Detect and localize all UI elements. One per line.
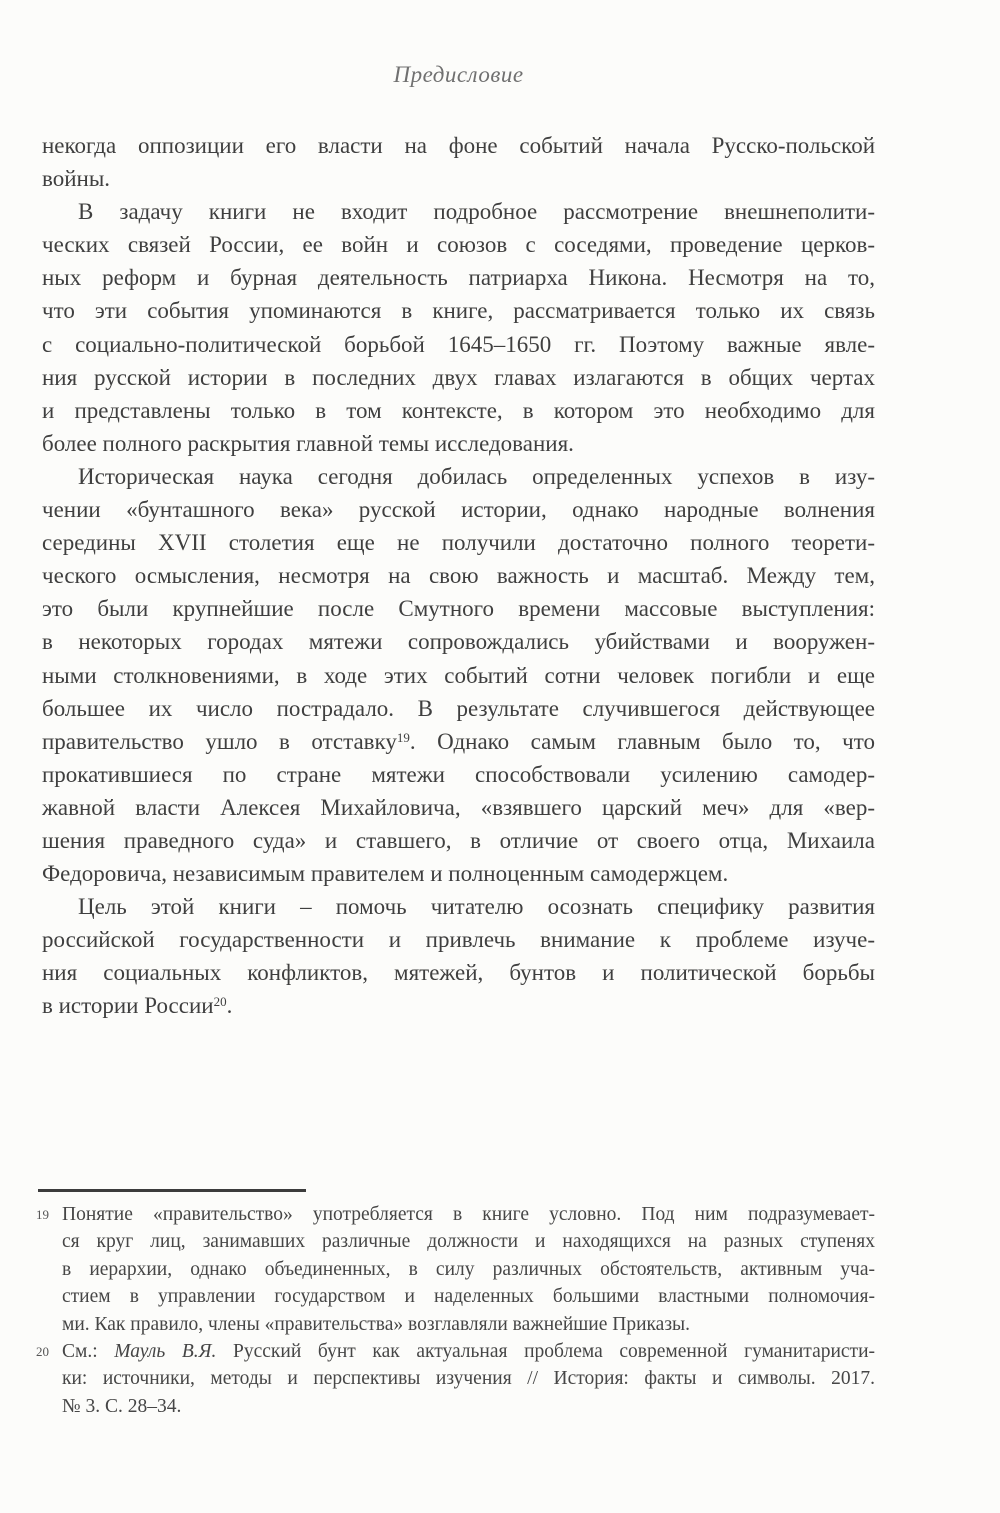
text-line xyxy=(42,129,875,162)
footnote-text-line xyxy=(62,1311,875,1338)
italic-text-run: Мауль В.Я. xyxy=(114,1340,217,1362)
text-line xyxy=(42,361,875,394)
text-run: в истории России xyxy=(42,993,214,1019)
footnote-text-line xyxy=(62,1201,875,1228)
text-line xyxy=(42,791,875,824)
text-run: Цель этой книги – помочь читателю осознать специфику развития xyxy=(78,894,875,920)
text-run: чении «бунташного века» русской истории, однако народные волнения xyxy=(42,497,875,523)
text-run: более полного раскрытия главной темы исследования. xyxy=(42,430,574,456)
text-run: ческих связей России, ее войн и союзов с соседями, проведение церков- xyxy=(42,232,875,258)
text-run: большее их число пострадало. В результате случившегося действующее xyxy=(42,695,875,721)
paragraph xyxy=(42,460,875,890)
text-line xyxy=(42,725,875,758)
text-line xyxy=(42,394,875,427)
text-line xyxy=(42,162,875,195)
text-run: См.: xyxy=(62,1340,115,1362)
text-run: ных реформ и бурная деятельность патриарха Никона. Несмотря на то, xyxy=(42,265,875,291)
footnote-text-line xyxy=(62,1283,875,1310)
text-run: Понятие «правительство» употребляется в книге условно. Под ним подразумевает- xyxy=(62,1204,875,1225)
footnotes-section xyxy=(36,1189,875,1420)
text-run: жавной власти Алексея Михайловича, «взявшего царский меч» для «вер- xyxy=(42,794,875,820)
text-run: . xyxy=(226,993,233,1019)
paragraph xyxy=(42,129,875,195)
text-run: стием в управлении государством и наделенных большими властными полномочия- xyxy=(62,1286,875,1308)
footnote-text-line xyxy=(62,1338,875,1365)
footnote-marker: 19 xyxy=(36,1207,49,1222)
text-line xyxy=(42,427,875,460)
text-run: и представлены только в том контексте, в котором это необходимо для xyxy=(42,397,875,423)
text-run: В задачу книги не входит подробное рассмотрение внешнеполити- xyxy=(78,199,875,225)
text-run: ся круг лиц, занимавших различные должности и находящихся на разных ступенях xyxy=(62,1231,875,1253)
text-line xyxy=(42,857,875,890)
body-text xyxy=(42,129,875,1023)
text-run: в иерархии, однако объединенных, в силу различных обстоятельств, активным уча- xyxy=(62,1258,875,1280)
paragraph xyxy=(42,890,875,1022)
text-run: Русский бунт как актуальная проблема современной гуманитаристи- xyxy=(216,1340,876,1362)
text-run: ными столкновениями, в ходе этих событий сотни человек погибли и еще xyxy=(42,662,875,688)
text-line xyxy=(42,824,875,857)
text-run: ния русской истории в последних двух главах излагаются в общих чертах xyxy=(42,364,875,390)
text-line xyxy=(42,195,875,228)
text-run: Федоровича, независимым правителем и полноценным самодержцем. xyxy=(42,861,729,887)
text-line xyxy=(42,592,875,625)
footnote-separator xyxy=(38,1189,306,1192)
footnote-text-line xyxy=(62,1228,875,1255)
text-line xyxy=(42,923,875,956)
text-run: в некоторых городах мятежи сопровождались убийствами и вооружен- xyxy=(42,629,875,655)
text-line xyxy=(42,692,875,725)
text-run: ми. Как правило, члены «правительства» возглавляли важнейшие Приказы. xyxy=(62,1313,691,1335)
text-run: прокатившиеся по стране мятежи способствовали усилению самодер- xyxy=(42,761,875,787)
text-run: шения праведного суда» и ставшего, в отличие от своего отца, Михаила xyxy=(42,827,875,853)
text-line xyxy=(42,989,875,1022)
text-line xyxy=(42,559,875,592)
text-run: ния социальных конфликтов, мятежей, бунтов и политической борьбы xyxy=(42,960,875,986)
text-run: некогда оппозиции его власти на фоне событий начала Русско-польской xyxy=(42,133,875,158)
text-run: ки: источники, методы и перспективы изучения // История: факты и символы. 2017. xyxy=(62,1368,875,1390)
footnote-item xyxy=(36,1201,875,1338)
text-run: . Однако самым главным было то, что xyxy=(409,728,875,754)
text-line xyxy=(42,659,875,692)
text-line xyxy=(42,261,875,294)
text-run: что эти события упоминаются в книге, рассматривается только их связь xyxy=(42,298,875,324)
text-line xyxy=(42,294,875,327)
text-run: середины XVII столетия еще не получили достаточно полного теорети- xyxy=(42,530,875,556)
paragraph xyxy=(42,195,875,460)
text-run: ческого осмысления, несмотря на свою важность и масштаб. Между тем, xyxy=(42,563,875,589)
text-line xyxy=(42,526,875,559)
text-run: № 3. С. 28–34. xyxy=(62,1395,182,1417)
text-run: с социально-политической борьбой 1645–1650 гг. Поэтому важные явле- xyxy=(42,331,875,357)
footnote-text-line xyxy=(62,1256,875,1283)
text-run: Историческая наука сегодня добилась определенных успехов в изу- xyxy=(78,463,875,489)
text-line xyxy=(42,328,875,361)
footnote-text-line xyxy=(62,1393,875,1420)
text-line xyxy=(42,890,875,923)
text-run: российской государственности и привлечь внимание к проблеме изуче- xyxy=(42,927,875,953)
footnote-reference: 19 xyxy=(396,729,410,745)
text-run: правительство ушло в отставку xyxy=(42,728,397,754)
text-line xyxy=(42,625,875,658)
footnote-reference: 20 xyxy=(213,994,227,1010)
text-line xyxy=(42,228,875,261)
text-run: это были крупнейшие после Смутного времени массовые выступления: xyxy=(42,596,875,622)
running-head: Предисловие xyxy=(393,62,524,87)
text-line xyxy=(42,758,875,791)
footnote-item xyxy=(36,1338,875,1420)
text-line xyxy=(42,460,875,493)
text-line xyxy=(42,956,875,989)
text-run: войны. xyxy=(42,166,111,192)
footnote-text-line xyxy=(62,1365,875,1392)
footnote-marker: 20 xyxy=(36,1343,49,1359)
text-line xyxy=(42,493,875,526)
